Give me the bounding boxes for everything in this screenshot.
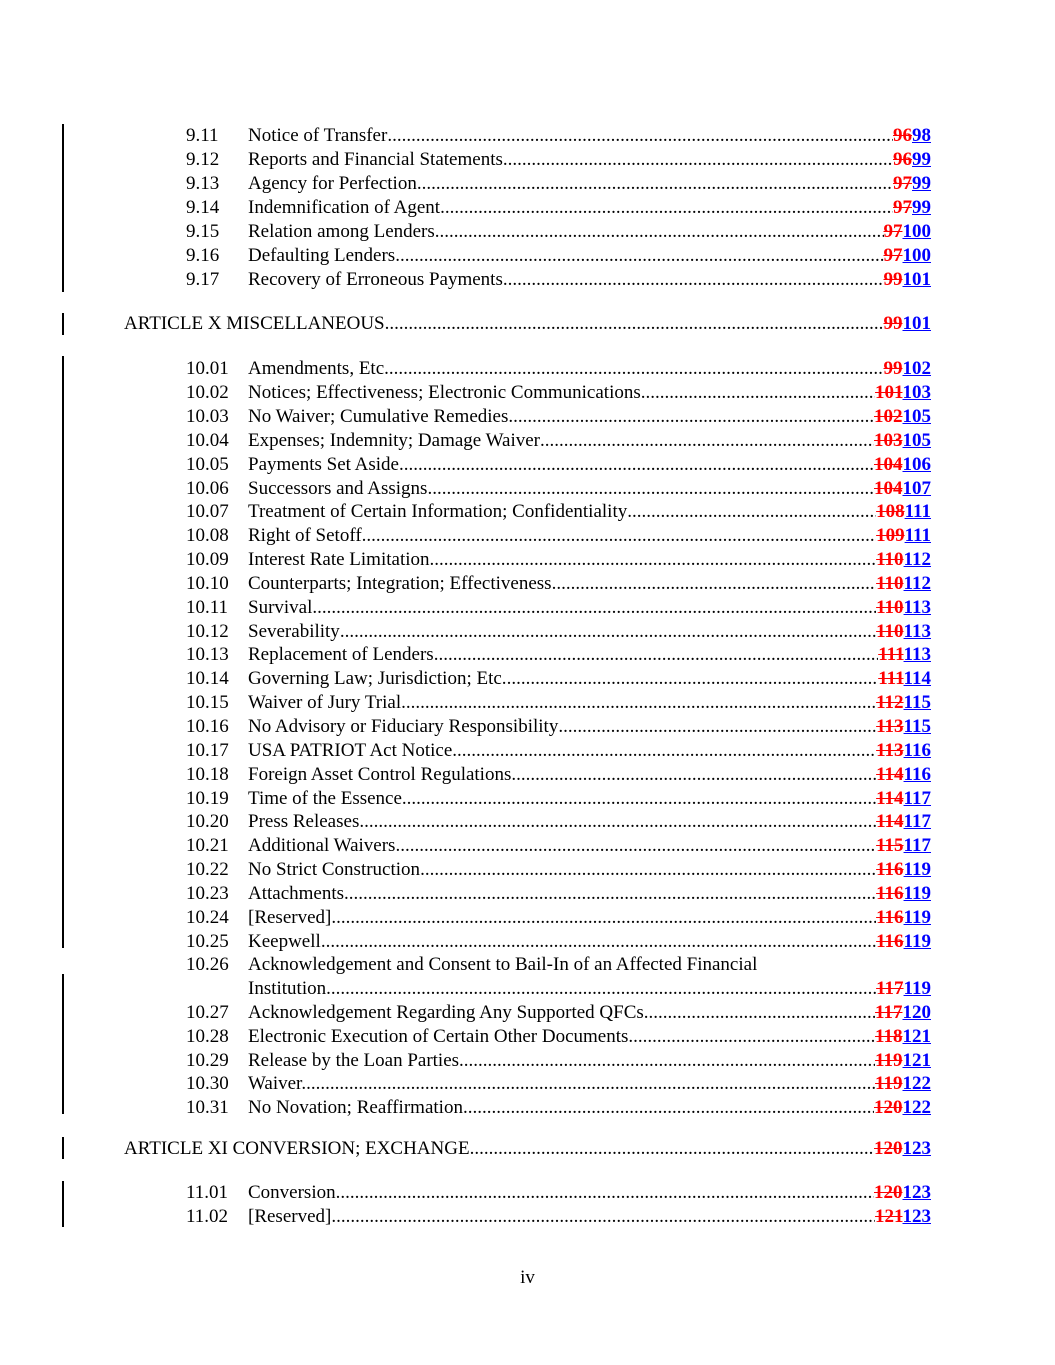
toc-row[interactable]: [0, 953, 1055, 1001]
dot-leader: [511, 763, 876, 787]
section-number: 10.25: [186, 931, 229, 952]
page-link[interactable]: 113: [903, 621, 931, 642]
toc-row[interactable]: [0, 810, 1055, 834]
toc-row[interactable]: [0, 244, 1055, 268]
section-number: 10.20: [186, 811, 229, 832]
page-link[interactable]: 101: [902, 313, 931, 334]
deleted-page-number: 97: [883, 245, 903, 266]
deleted-page-number: 113: [876, 740, 904, 761]
section-title[interactable]: No Waiver; Cumulative Remedies: [248, 406, 509, 427]
section-title[interactable]: Agency for Perfection: [248, 173, 417, 194]
section-title[interactable]: USA PATRIOT Act Notice: [248, 740, 453, 761]
section-title[interactable]: Defaulting Lenders: [248, 245, 396, 266]
dot-leader: [389, 357, 884, 381]
deleted-page-number: 110: [876, 597, 904, 618]
section-number: 10.07: [186, 501, 229, 522]
toc-row[interactable]: [0, 930, 1055, 954]
section-number: 10.13: [186, 644, 229, 665]
deleted-page-number: 119: [875, 1050, 903, 1071]
deleted-page-number: 113: [876, 716, 904, 737]
section-title[interactable]: Time of the Essence: [248, 788, 402, 809]
section-number: 9.16: [186, 245, 220, 266]
dot-leader: [452, 739, 876, 763]
section-title[interactable]: Recovery of Erroneous Payments: [248, 269, 503, 290]
toc-row[interactable]: [0, 858, 1055, 882]
dot-leader: [401, 691, 876, 715]
section-title[interactable]: Right of Setoff: [248, 525, 362, 546]
section-number: 10.11: [186, 597, 229, 618]
dot-leader: [507, 667, 879, 691]
section-number: 10.22: [186, 859, 229, 880]
dot-leader: [440, 196, 893, 220]
toc-article-heading[interactable]: [0, 312, 1055, 336]
dot-leader: [395, 834, 876, 858]
section-title[interactable]: Relation among Lenders: [248, 221, 435, 242]
deleted-page-number: 114: [876, 788, 904, 809]
page-link[interactable]: 100: [902, 245, 931, 266]
toc-row[interactable]: [0, 124, 1055, 148]
section-title[interactable]: Amendments, Etc.: [248, 358, 389, 379]
toc-row[interactable]: [0, 1181, 1055, 1205]
section-title[interactable]: [Reserved]: [248, 907, 332, 928]
section-number: 10.06: [186, 478, 229, 499]
dot-leader: [503, 148, 893, 172]
page-link[interactable]: 113: [903, 644, 931, 665]
toc-row[interactable]: [0, 220, 1055, 244]
deleted-page-number: 104: [874, 478, 903, 499]
section-number: 10.23: [186, 883, 229, 904]
toc-row[interactable]: [0, 1025, 1055, 1049]
deleted-page-number: 102: [874, 406, 903, 427]
section-number: 10.17: [186, 740, 229, 761]
section-number: 10.18: [186, 764, 229, 785]
page-link[interactable]: 100: [902, 221, 931, 242]
page-link[interactable]: 122: [902, 1073, 931, 1094]
section-number: 10.05: [186, 454, 229, 475]
toc-row[interactable]: [0, 906, 1055, 930]
deleted-page-number: 114: [876, 811, 904, 832]
toc-row[interactable]: [0, 429, 1055, 453]
dot-leader: [427, 477, 874, 501]
page-link[interactable]: 102: [902, 358, 931, 379]
dot-leader: [331, 906, 876, 930]
deleted-page-number: 97: [893, 173, 912, 194]
page-link[interactable]: 114: [903, 668, 931, 689]
dot-leader: [558, 715, 876, 739]
dot-leader: [402, 787, 876, 811]
dot-leader: [463, 1096, 874, 1120]
section-title[interactable]: Treatment of Certain Information; Confidentiality: [248, 501, 628, 522]
section-number: 10.08: [186, 525, 229, 546]
deleted-page-number: 111: [878, 668, 904, 689]
deleted-page-number: 120: [874, 1138, 903, 1159]
section-title[interactable]: Press Releases: [248, 811, 360, 832]
deleted-page-number: 112: [876, 692, 904, 713]
section-title[interactable]: Institution: [248, 978, 327, 999]
page-link[interactable]: 99: [912, 149, 931, 170]
deleted-page-number: 117: [876, 978, 904, 999]
deleted-page-number: 96: [893, 125, 912, 146]
page-number: iv: [520, 1267, 535, 1288]
page-link[interactable]: 119: [903, 883, 931, 904]
section-number: 10.26: [186, 954, 229, 975]
dot-leader: [434, 643, 878, 667]
section-number: 10.19: [186, 788, 229, 809]
toc-row[interactable]: [0, 148, 1055, 172]
page-link[interactable]: 116: [903, 764, 931, 785]
section-number: 10.10: [186, 573, 229, 594]
section-title[interactable]: No Novation; Reaffirmation: [248, 1097, 463, 1118]
toc-row[interactable]: [0, 739, 1055, 763]
page-link[interactable]: 119: [903, 978, 931, 999]
toc-row[interactable]: [0, 1049, 1055, 1073]
dot-leader: [344, 882, 876, 906]
dot-leader: [399, 453, 874, 477]
dot-leader: [385, 312, 884, 336]
section-number: 10.21: [186, 835, 229, 856]
page-link[interactable]: 116: [903, 740, 931, 761]
deleted-page-number: 96: [893, 149, 912, 170]
page-link[interactable]: 105: [902, 430, 931, 451]
section-number: 10.02: [186, 382, 229, 403]
page-link[interactable]: 106: [902, 454, 931, 475]
dot-leader: [321, 930, 876, 954]
toc-row[interactable]: [0, 620, 1055, 644]
page-link[interactable]: 101: [902, 269, 931, 290]
page-link[interactable]: 123: [902, 1138, 931, 1159]
section-title[interactable]: Notice of Transfer: [248, 125, 388, 146]
section-title[interactable]: Notices; Effectiveness; Electronic Communications: [248, 382, 641, 403]
deleted-page-number: 103: [874, 430, 903, 451]
section-number: 10.12: [186, 621, 229, 642]
section-title[interactable]: Interest Rate Limitation: [248, 549, 430, 570]
section-number: 9.13: [186, 173, 220, 194]
dot-leader: [628, 1025, 875, 1049]
toc-row[interactable]: [0, 357, 1055, 381]
section-title[interactable]: Attachments: [248, 883, 345, 904]
section-title[interactable]: Severability: [248, 621, 340, 642]
section-title[interactable]: Survival: [248, 597, 313, 618]
page-link[interactable]: 107: [902, 478, 931, 499]
page-link[interactable]: 98: [912, 125, 931, 146]
section-number: 10.31: [186, 1097, 229, 1118]
page-link[interactable]: 117: [903, 811, 931, 832]
deleted-page-number: 99: [883, 269, 903, 290]
toc-row[interactable]: [0, 172, 1055, 196]
section-number: 10.03: [186, 406, 229, 427]
dot-leader: [312, 596, 876, 620]
section-title[interactable]: Foreign Asset Control Regulations: [248, 764, 512, 785]
page-link[interactable]: 120: [902, 1002, 931, 1023]
section-title[interactable]: Electronic Execution of Certain Other Documents: [248, 1026, 629, 1047]
deleted-page-number: 121: [875, 1206, 903, 1227]
deleted-page-number: 120: [874, 1097, 903, 1118]
section-title[interactable]: Replacement of Lenders: [248, 644, 434, 665]
page-link[interactable]: 103: [902, 382, 931, 403]
section-title[interactable]: No Advisory or Fiduciary Responsibility: [248, 716, 559, 737]
toc-row[interactable]: [0, 834, 1055, 858]
section-title[interactable]: Acknowledgement Regarding Any Supported QFCs: [248, 1002, 644, 1023]
dot-leader: [359, 810, 876, 834]
deleted-page-number: 110: [876, 549, 904, 570]
deleted-page-number: 120: [874, 1182, 903, 1203]
dot-leader: [470, 1137, 874, 1161]
page-link[interactable]: 119: [903, 931, 931, 952]
toc-row[interactable]: [0, 1205, 1055, 1229]
section-title-line-1[interactable]: Acknowledgement and Consent to Bail-In of an Affected Financial: [248, 954, 758, 975]
page-link[interactable]: 121: [902, 1050, 931, 1071]
deleted-page-number: 111: [878, 644, 904, 665]
section-number: 10.01: [186, 358, 229, 379]
dot-leader: [503, 268, 884, 292]
page-link[interactable]: 123: [902, 1182, 931, 1203]
dot-leader: [420, 858, 876, 882]
toc-row[interactable]: [0, 500, 1055, 524]
section-number: 10.27: [186, 1002, 229, 1023]
page-link[interactable]: 113: [903, 597, 931, 618]
section-number: 11.02: [186, 1206, 229, 1227]
dot-leader: [387, 124, 893, 148]
deleted-page-number: 118: [875, 1026, 903, 1047]
page-link[interactable]: 115: [903, 692, 931, 713]
deleted-page-number: 104: [874, 454, 903, 475]
section-number: 9.14: [186, 197, 220, 218]
section-number: 10.04: [186, 430, 229, 451]
deleted-page-number: 99: [883, 313, 903, 334]
toc-row[interactable]: [0, 1001, 1055, 1025]
section-title[interactable]: Indemnification of Agent: [248, 197, 441, 218]
section-title[interactable]: Reports and Financial Statements: [248, 149, 503, 170]
page-link[interactable]: 105: [902, 406, 931, 427]
deleted-page-number: 110: [876, 573, 904, 594]
dot-leader: [508, 405, 874, 429]
toc-row[interactable]: [0, 268, 1055, 292]
page-link[interactable]: 112: [903, 549, 931, 570]
toc-row[interactable]: [0, 405, 1055, 429]
dot-leader: [644, 1001, 875, 1025]
section-number: 9.17: [186, 269, 220, 290]
section-title[interactable]: Conversion: [248, 1182, 336, 1203]
deleted-page-number: 97: [883, 221, 903, 242]
section-title[interactable]: Additional Waivers: [248, 835, 396, 856]
toc-row[interactable]: [0, 667, 1055, 691]
page-link[interactable]: 99: [912, 173, 931, 194]
article-title[interactable]: ARTICLE XI CONVERSION; EXCHANGE: [124, 1138, 470, 1159]
section-number: 10.15: [186, 692, 229, 713]
page-link[interactable]: 123: [902, 1206, 931, 1227]
toc-row[interactable]: [0, 1072, 1055, 1096]
section-number: 10.14: [186, 668, 229, 689]
dot-leader: [395, 244, 883, 268]
toc-row[interactable]: [0, 453, 1055, 477]
section-number: 10.09: [186, 549, 229, 570]
dot-leader: [331, 1205, 875, 1229]
deleted-page-number: 101: [875, 382, 903, 403]
dot-leader: [641, 381, 875, 405]
deleted-page-number: 99: [883, 358, 903, 379]
deleted-page-number: 114: [876, 764, 904, 785]
section-title[interactable]: Successors and Assigns: [248, 478, 428, 499]
section-title[interactable]: [Reserved]: [248, 1206, 332, 1227]
toc-row[interactable]: [0, 524, 1055, 548]
toc-row[interactable]: [0, 715, 1055, 739]
toc-row[interactable]: [0, 882, 1055, 906]
deleted-page-number: 97: [893, 197, 912, 218]
section-title[interactable]: No Strict Construction: [248, 859, 421, 880]
page-link[interactable]: 119: [903, 907, 931, 928]
page-link[interactable]: 111: [904, 501, 931, 522]
dot-leader: [326, 977, 876, 1001]
section-title[interactable]: Waiver of Jury Trial: [248, 692, 402, 713]
dot-leader: [552, 572, 877, 596]
page-link[interactable]: 117: [903, 835, 931, 856]
section-title[interactable]: Counterparts; Integration; Effectiveness: [248, 573, 552, 594]
page-link[interactable]: 117: [903, 788, 931, 809]
page-link[interactable]: 99: [912, 197, 931, 218]
dot-leader: [627, 500, 876, 524]
toc-row[interactable]: [0, 196, 1055, 220]
article-title[interactable]: ARTICLE X MISCELLANEOUS: [124, 313, 385, 334]
deleted-page-number: 117: [875, 1002, 903, 1023]
section-number: 9.15: [186, 221, 220, 242]
toc-row[interactable]: [0, 691, 1055, 715]
deleted-page-number: 116: [876, 859, 904, 880]
dot-leader: [336, 1181, 874, 1205]
section-number: 10.24: [186, 907, 229, 928]
toc-row[interactable]: [0, 643, 1055, 667]
toc-row[interactable]: [0, 381, 1055, 405]
page-link[interactable]: 115: [903, 716, 931, 737]
section-number: 10.16: [186, 716, 229, 737]
section-number: 11.01: [186, 1182, 229, 1203]
dot-leader: [459, 1049, 875, 1073]
section-title[interactable]: Keepwell: [248, 931, 321, 952]
section-number: 10.28: [186, 1026, 229, 1047]
toc-row[interactable]: [0, 787, 1055, 811]
section-number: 9.12: [186, 149, 220, 170]
deleted-page-number: 116: [876, 907, 904, 928]
toc-row[interactable]: [0, 763, 1055, 787]
page-link[interactable]: 119: [903, 859, 931, 880]
deleted-page-number: 109: [876, 525, 905, 546]
section-title[interactable]: Expenses; Indemnity; Damage Waiver: [248, 430, 541, 451]
dot-leader: [340, 620, 876, 644]
toc-row[interactable]: [0, 477, 1055, 501]
section-title[interactable]: Payments Set Aside: [248, 454, 399, 475]
toc-article-heading[interactable]: [0, 1137, 1055, 1161]
deleted-page-number: 108: [876, 501, 905, 522]
dot-leader: [417, 172, 893, 196]
deleted-page-number: 116: [876, 883, 904, 904]
page-link[interactable]: 121: [902, 1026, 931, 1047]
section-title[interactable]: Waiver.: [248, 1073, 307, 1094]
toc-row[interactable]: [0, 572, 1055, 596]
deleted-page-number: 119: [875, 1073, 903, 1094]
section-number: 9.11: [186, 125, 219, 146]
deleted-page-number: 115: [876, 835, 904, 856]
section-title[interactable]: Release by the Loan Parties: [248, 1050, 460, 1071]
dot-leader: [430, 548, 877, 572]
section-number: 10.29: [186, 1050, 229, 1071]
dot-leader: [306, 1072, 875, 1096]
deleted-page-number: 110: [876, 621, 904, 642]
section-number: 10.30: [186, 1073, 229, 1094]
toc-row[interactable]: [0, 1096, 1055, 1120]
section-title[interactable]: Governing Law; Jurisdiction; Etc.: [248, 668, 507, 689]
dot-leader: [435, 220, 884, 244]
dot-leader: [362, 524, 876, 548]
toc-row[interactable]: [0, 596, 1055, 620]
page-link[interactable]: 122: [902, 1097, 931, 1118]
toc-row[interactable]: [0, 548, 1055, 572]
page-link[interactable]: 111: [904, 525, 931, 546]
page-link[interactable]: 112: [903, 573, 931, 594]
deleted-page-number: 116: [876, 931, 904, 952]
dot-leader: [540, 429, 874, 453]
